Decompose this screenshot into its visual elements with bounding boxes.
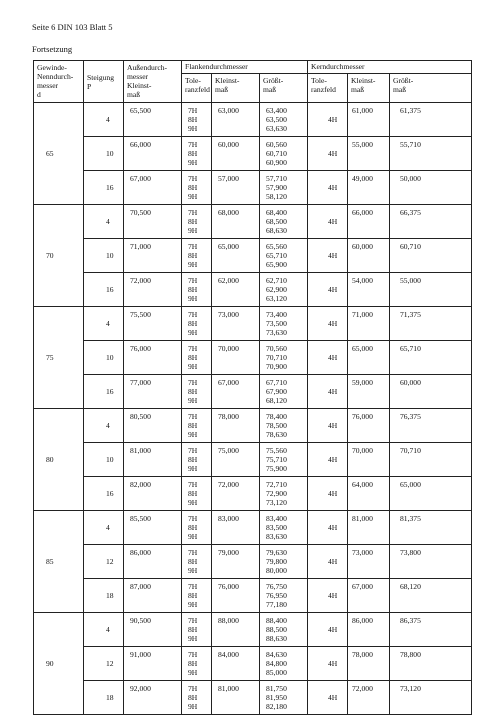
steigung-cell: 16 — [84, 375, 124, 409]
kern-kleinst-cell: 72,000 — [348, 681, 390, 715]
tol-value: 8H — [188, 149, 198, 158]
flank-kleinst-cell: 62,000 — [212, 273, 260, 307]
flank-kleinst-header: Kleinst- maß — [212, 74, 260, 103]
kern-kleinst-cell: 81,000 — [348, 511, 390, 545]
tol-value: 8H — [188, 523, 198, 532]
groesst-value: 80,000 — [266, 566, 287, 575]
nenndurchmesser-cell: 70 — [34, 205, 84, 307]
flank-tol-cell — [182, 171, 212, 205]
kern-groesst-cell: 78,800 — [390, 647, 472, 681]
flank-kleinst-cell: 57,000 — [212, 171, 260, 205]
kern-groesst-cell: 60,000 — [390, 375, 472, 409]
flank-groesst-cell — [260, 341, 308, 375]
kern-kleinst-cell: 61,000 — [348, 103, 390, 137]
tol-value: 7H — [188, 140, 198, 149]
steigung-cell: 4 — [84, 511, 124, 545]
flank-groesst-header: Größt- maß — [260, 74, 308, 103]
groesst-value: 76,750 — [266, 582, 287, 591]
kern-kleinst-header: Kleinst- maß — [348, 74, 390, 103]
steigung-cell: 4 — [84, 409, 124, 443]
groesst-value: 63,400 — [266, 106, 287, 115]
groesst-value: 65,560 — [266, 242, 287, 251]
flank-groesst-cell — [260, 511, 308, 545]
flank-tol-cell — [182, 647, 212, 681]
kern-groesst-cell: 65,710 — [390, 341, 472, 375]
flank-groesst-cell — [260, 613, 308, 647]
tol-value: 7H — [188, 650, 198, 659]
kern-tol-cell: 4H — [308, 137, 348, 171]
groesst-value: 73,400 — [266, 310, 287, 319]
flank-groesst-cell — [260, 477, 308, 511]
flank-groesst-cell — [260, 205, 308, 239]
kern-groesst-cell: 73,800 — [390, 545, 472, 579]
groesst-value: 60,900 — [266, 158, 287, 167]
kern-groesst-cell: 55,000 — [390, 273, 472, 307]
kern-kleinst-cell: 55,000 — [348, 137, 390, 171]
groesst-value: 65,710 — [266, 251, 287, 260]
groesst-value: 83,630 — [266, 532, 287, 541]
tol-value: 9H — [188, 192, 198, 201]
kern-groesst-cell: 73,120 — [390, 681, 472, 715]
groesst-value: 83,400 — [266, 514, 287, 523]
kern-kleinst-cell: 67,000 — [348, 579, 390, 613]
tol-value: 9H — [188, 634, 198, 643]
groesst-value: 60,560 — [266, 140, 287, 149]
kern-kleinst-cell: 49,000 — [348, 171, 390, 205]
tol-value: 8H — [188, 625, 198, 634]
groesst-value: 79,630 — [266, 548, 287, 557]
groesst-value: 81,950 — [266, 693, 287, 702]
flank-tol-cell — [182, 613, 212, 647]
tol-value: 9H — [188, 260, 198, 269]
tol-value: 8H — [188, 387, 198, 396]
tol-value: 7H — [188, 242, 198, 251]
tol-value: 7H — [188, 616, 198, 625]
flank-tol-header: Tole- ranzfeld — [182, 74, 212, 103]
groesst-value: 68,120 — [266, 396, 287, 405]
col-gewinde-header: Gewinde- Nenndurch- messer d — [34, 61, 84, 103]
flank-kleinst-cell: 65,000 — [212, 239, 260, 273]
table-row — [34, 307, 472, 341]
aussen-kleinst-cell: 75,500 — [124, 307, 182, 341]
kern-groesst-cell: 66,375 — [390, 205, 472, 239]
flank-groesst-cell — [260, 375, 308, 409]
aussen-kleinst-cell: 76,000 — [124, 341, 182, 375]
table-row — [34, 443, 472, 477]
flank-kleinst-cell: 88,000 — [212, 613, 260, 647]
kern-tol-cell: 4H — [308, 579, 348, 613]
tol-value: 8H — [188, 115, 198, 124]
steigung-cell: 12 — [84, 545, 124, 579]
table-row — [34, 409, 472, 443]
kern-tol-cell: 4H — [308, 647, 348, 681]
tol-value: 8H — [188, 557, 198, 566]
groesst-value: 68,500 — [266, 217, 287, 226]
kern-tol-cell: 4H — [308, 545, 348, 579]
table-row — [34, 681, 472, 715]
kern-groesst-cell: 61,375 — [390, 103, 472, 137]
groesst-value: 68,630 — [266, 226, 287, 235]
aussen-kleinst-cell: 71,000 — [124, 239, 182, 273]
tol-value: 7H — [188, 174, 198, 183]
groesst-value: 72,710 — [266, 480, 287, 489]
kern-groesst-header: Größt- maß — [390, 74, 472, 103]
kern-kleinst-cell: 71,000 — [348, 307, 390, 341]
nenndurchmesser-cell: 65 — [34, 103, 84, 205]
groesst-value: 82,180 — [266, 702, 287, 711]
tol-value: 7H — [188, 412, 198, 421]
steigung-cell: 18 — [84, 681, 124, 715]
flank-kleinst-cell: 79,000 — [212, 545, 260, 579]
groesst-value: 75,900 — [266, 464, 287, 473]
kern-kleinst-cell: 65,000 — [348, 341, 390, 375]
flank-groesst-cell — [260, 545, 308, 579]
kern-groesst-cell: 50,000 — [390, 171, 472, 205]
aussen-kleinst-cell: 77,000 — [124, 375, 182, 409]
kern-kleinst-cell: 73,000 — [348, 545, 390, 579]
groesst-value: 77,180 — [266, 600, 287, 609]
groesst-value: 73,120 — [266, 498, 287, 507]
kern-groesst-cell: 60,710 — [390, 239, 472, 273]
table-row — [34, 103, 472, 137]
groesst-value: 75,710 — [266, 455, 287, 464]
tol-value: 8H — [188, 421, 198, 430]
flank-kleinst-cell: 84,000 — [212, 647, 260, 681]
tol-value: 9H — [188, 668, 198, 677]
flank-tol-cell — [182, 681, 212, 715]
nenndurchmesser-cell: 80 — [34, 409, 84, 511]
tol-value: 9H — [188, 464, 198, 473]
tol-value: 7H — [188, 480, 198, 489]
tol-value: 7H — [188, 446, 198, 455]
tol-value: 9H — [188, 702, 198, 711]
flank-tol-cell — [182, 511, 212, 545]
groesst-value: 78,630 — [266, 430, 287, 439]
table-row — [34, 579, 472, 613]
kern-kleinst-cell: 66,000 — [348, 205, 390, 239]
groesst-value: 63,630 — [266, 124, 287, 133]
table-row — [34, 545, 472, 579]
aussen-kleinst-cell: 91,000 — [124, 647, 182, 681]
aussen-kleinst-cell: 67,000 — [124, 171, 182, 205]
flank-groesst-cell — [260, 171, 308, 205]
flank-tol-cell — [182, 409, 212, 443]
tol-value: 7H — [188, 106, 198, 115]
tol-value: 7H — [188, 548, 198, 557]
flank-kleinst-cell: 75,000 — [212, 443, 260, 477]
groesst-value: 57,900 — [266, 183, 287, 192]
thread-dimensions-table — [33, 60, 472, 715]
kern-kleinst-cell: 59,000 — [348, 375, 390, 409]
aussen-kleinst-cell: 86,000 — [124, 545, 182, 579]
kern-tol-cell: 4H — [308, 239, 348, 273]
groesst-value: 57,710 — [266, 174, 287, 183]
steigung-cell: 12 — [84, 647, 124, 681]
kern-kleinst-cell: 86,000 — [348, 613, 390, 647]
steigung-cell: 4 — [84, 613, 124, 647]
tol-value: 8H — [188, 693, 198, 702]
flank-kleinst-cell: 73,000 — [212, 307, 260, 341]
flank-groesst-cell — [260, 239, 308, 273]
table-row — [34, 477, 472, 511]
flank-kleinst-cell: 63,000 — [212, 103, 260, 137]
flank-tol-cell — [182, 579, 212, 613]
steigung-cell: 4 — [84, 103, 124, 137]
tol-value: 9H — [188, 362, 198, 371]
groesst-value: 78,400 — [266, 412, 287, 421]
kern-tol-cell: 4H — [308, 443, 348, 477]
flank-tol-cell — [182, 477, 212, 511]
flank-tol-cell — [182, 137, 212, 171]
kern-tol-cell: 4H — [308, 375, 348, 409]
nenndurchmesser-cell: 90 — [34, 613, 84, 715]
flank-tol-cell — [182, 103, 212, 137]
aussen-kleinst-cell: 72,000 — [124, 273, 182, 307]
groesst-value: 81,750 — [266, 684, 287, 693]
nenndurchmesser-cell: 75 — [34, 307, 84, 409]
steigung-cell: 16 — [84, 477, 124, 511]
aussen-kleinst-cell: 92,000 — [124, 681, 182, 715]
steigung-cell: 16 — [84, 273, 124, 307]
kern-kleinst-cell: 60,000 — [348, 239, 390, 273]
groesst-value: 75,560 — [266, 446, 287, 455]
tol-value: 8H — [188, 319, 198, 328]
page-header: Seite 6 DIN 103 Blatt 5 — [32, 22, 113, 32]
flank-groesst-cell — [260, 103, 308, 137]
steigung-cell: 10 — [84, 239, 124, 273]
kern-kleinst-cell: 78,000 — [348, 647, 390, 681]
kern-groesst-cell: 81,375 — [390, 511, 472, 545]
kern-tol-cell: 4H — [308, 205, 348, 239]
groesst-value: 62,900 — [266, 285, 287, 294]
table-row — [34, 137, 472, 171]
tol-value: 9H — [188, 600, 198, 609]
kern-groesst-cell: 65,000 — [390, 477, 472, 511]
groesst-value: 58,120 — [266, 192, 287, 201]
col-steigung-header: Steigung P — [84, 61, 124, 103]
flank-tol-cell — [182, 205, 212, 239]
kern-tol-cell: 4H — [308, 103, 348, 137]
kern-tol-cell: 4H — [308, 409, 348, 443]
groesst-value: 88,630 — [266, 634, 287, 643]
kern-kleinst-cell: 64,000 — [348, 477, 390, 511]
aussen-kleinst-cell: 80,500 — [124, 409, 182, 443]
tol-value: 8H — [188, 591, 198, 600]
groesst-value: 85,000 — [266, 668, 287, 677]
aussen-kleinst-cell: 85,500 — [124, 511, 182, 545]
tol-value: 7H — [188, 344, 198, 353]
aussen-kleinst-cell: 87,000 — [124, 579, 182, 613]
steigung-cell: 16 — [84, 171, 124, 205]
flank-tol-cell — [182, 545, 212, 579]
col-aussen-header: Außendurch- messer Kleinst- maß — [124, 61, 182, 103]
steigung-cell: 18 — [84, 579, 124, 613]
tol-value: 7H — [188, 276, 198, 285]
flank-kleinst-cell: 76,000 — [212, 579, 260, 613]
tol-value: 9H — [188, 430, 198, 439]
tol-value: 7H — [188, 208, 198, 217]
tol-value: 9H — [188, 532, 198, 541]
kern-groesst-cell: 86,375 — [390, 613, 472, 647]
tol-value: 7H — [188, 684, 198, 693]
steigung-cell: 10 — [84, 137, 124, 171]
kern-groesst-cell: 76,375 — [390, 409, 472, 443]
tol-value: 9H — [188, 498, 198, 507]
flank-tol-cell — [182, 239, 212, 273]
table-row — [34, 647, 472, 681]
groesst-value: 62,710 — [266, 276, 287, 285]
groesst-value: 79,800 — [266, 557, 287, 566]
tol-value: 8H — [188, 455, 198, 464]
groesst-value: 60,710 — [266, 149, 287, 158]
kern-tol-cell: 4H — [308, 681, 348, 715]
tol-value: 8H — [188, 489, 198, 498]
tol-value: 8H — [188, 353, 198, 362]
groesst-value: 70,710 — [266, 353, 287, 362]
flank-kleinst-cell: 78,000 — [212, 409, 260, 443]
groesst-value: 67,710 — [266, 378, 287, 387]
groesst-value: 84,630 — [266, 650, 287, 659]
kern-kleinst-cell: 70,000 — [348, 443, 390, 477]
kern-group-header: Kerndurchmesser — [308, 61, 472, 74]
groesst-value: 70,560 — [266, 344, 287, 353]
table-row — [34, 375, 472, 409]
table-row — [34, 205, 472, 239]
flank-groesst-cell — [260, 443, 308, 477]
flank-groesst-cell — [260, 647, 308, 681]
steigung-cell: 10 — [84, 341, 124, 375]
tol-value: 8H — [188, 183, 198, 192]
steigung-cell: 4 — [84, 307, 124, 341]
flank-kleinst-cell: 60,000 — [212, 137, 260, 171]
flank-groesst-cell — [260, 681, 308, 715]
steigung-cell: 10 — [84, 443, 124, 477]
flank-groesst-cell — [260, 579, 308, 613]
aussen-kleinst-cell: 65,500 — [124, 103, 182, 137]
aussen-kleinst-cell: 81,000 — [124, 443, 182, 477]
table-row — [34, 239, 472, 273]
groesst-value: 78,500 — [266, 421, 287, 430]
groesst-value: 88,500 — [266, 625, 287, 634]
groesst-value: 72,900 — [266, 489, 287, 498]
flank-group-header: Flankendurchmesser — [182, 61, 308, 74]
flank-kleinst-cell: 72,000 — [212, 477, 260, 511]
tol-value: 8H — [188, 251, 198, 260]
table-row — [34, 613, 472, 647]
flank-tol-cell — [182, 375, 212, 409]
kern-groesst-cell: 55,710 — [390, 137, 472, 171]
groesst-value: 84,800 — [266, 659, 287, 668]
kern-kleinst-cell: 54,000 — [348, 273, 390, 307]
flank-kleinst-cell: 68,000 — [212, 205, 260, 239]
tol-value: 9H — [188, 566, 198, 575]
tol-value: 9H — [188, 158, 198, 167]
aussen-kleinst-cell: 90,500 — [124, 613, 182, 647]
kern-kleinst-cell: 76,000 — [348, 409, 390, 443]
tol-value: 7H — [188, 378, 198, 387]
kern-tol-cell: 4H — [308, 613, 348, 647]
aussen-kleinst-cell: 82,000 — [124, 477, 182, 511]
tol-value: 7H — [188, 310, 198, 319]
flank-kleinst-cell: 67,000 — [212, 375, 260, 409]
kern-tol-cell: 4H — [308, 307, 348, 341]
tol-value: 9H — [188, 294, 198, 303]
groesst-value: 63,500 — [266, 115, 287, 124]
groesst-value: 73,500 — [266, 319, 287, 328]
flank-tol-cell — [182, 341, 212, 375]
tol-value: 9H — [188, 124, 198, 133]
aussen-kleinst-cell: 66,000 — [124, 137, 182, 171]
flank-kleinst-cell: 83,000 — [212, 511, 260, 545]
kern-tol-cell: 4H — [308, 477, 348, 511]
table-row — [34, 511, 472, 545]
kern-tol-cell: 4H — [308, 511, 348, 545]
nenndurchmesser-cell: 85 — [34, 511, 84, 613]
tol-value: 9H — [188, 226, 198, 235]
groesst-value: 73,630 — [266, 328, 287, 337]
tol-value: 8H — [188, 285, 198, 294]
flank-kleinst-cell: 70,000 — [212, 341, 260, 375]
table-row — [34, 171, 472, 205]
kern-tol-cell: 4H — [308, 171, 348, 205]
kern-tol-cell: 4H — [308, 341, 348, 375]
groesst-value: 76,950 — [266, 591, 287, 600]
table-row — [34, 341, 472, 375]
groesst-value: 70,900 — [266, 362, 287, 371]
flank-tol-cell — [182, 443, 212, 477]
tol-value: 7H — [188, 582, 198, 591]
continuation-label: Fortsetzung — [32, 44, 73, 54]
kern-tol-header: Tole- ranzfeld — [308, 74, 348, 103]
groesst-value: 63,120 — [266, 294, 287, 303]
groesst-value: 65,900 — [266, 260, 287, 269]
tol-value: 8H — [188, 217, 198, 226]
flank-groesst-cell — [260, 273, 308, 307]
kern-tol-cell: 4H — [308, 273, 348, 307]
kern-groesst-cell: 71,375 — [390, 307, 472, 341]
flank-groesst-cell — [260, 409, 308, 443]
table-row — [34, 273, 472, 307]
tol-value: 9H — [188, 396, 198, 405]
tol-value: 8H — [188, 659, 198, 668]
tol-value: 9H — [188, 328, 198, 337]
flank-groesst-cell — [260, 307, 308, 341]
flank-groesst-cell — [260, 137, 308, 171]
kern-groesst-cell: 68,120 — [390, 579, 472, 613]
flank-kleinst-cell: 81,000 — [212, 681, 260, 715]
flank-tol-cell — [182, 273, 212, 307]
aussen-kleinst-cell: 70,500 — [124, 205, 182, 239]
groesst-value: 68,400 — [266, 208, 287, 217]
flank-tol-cell — [182, 307, 212, 341]
tol-value: 7H — [188, 514, 198, 523]
steigung-cell: 4 — [84, 205, 124, 239]
groesst-value: 83,500 — [266, 523, 287, 532]
groesst-value: 67,900 — [266, 387, 287, 396]
kern-groesst-cell: 70,710 — [390, 443, 472, 477]
groesst-value: 88,400 — [266, 616, 287, 625]
